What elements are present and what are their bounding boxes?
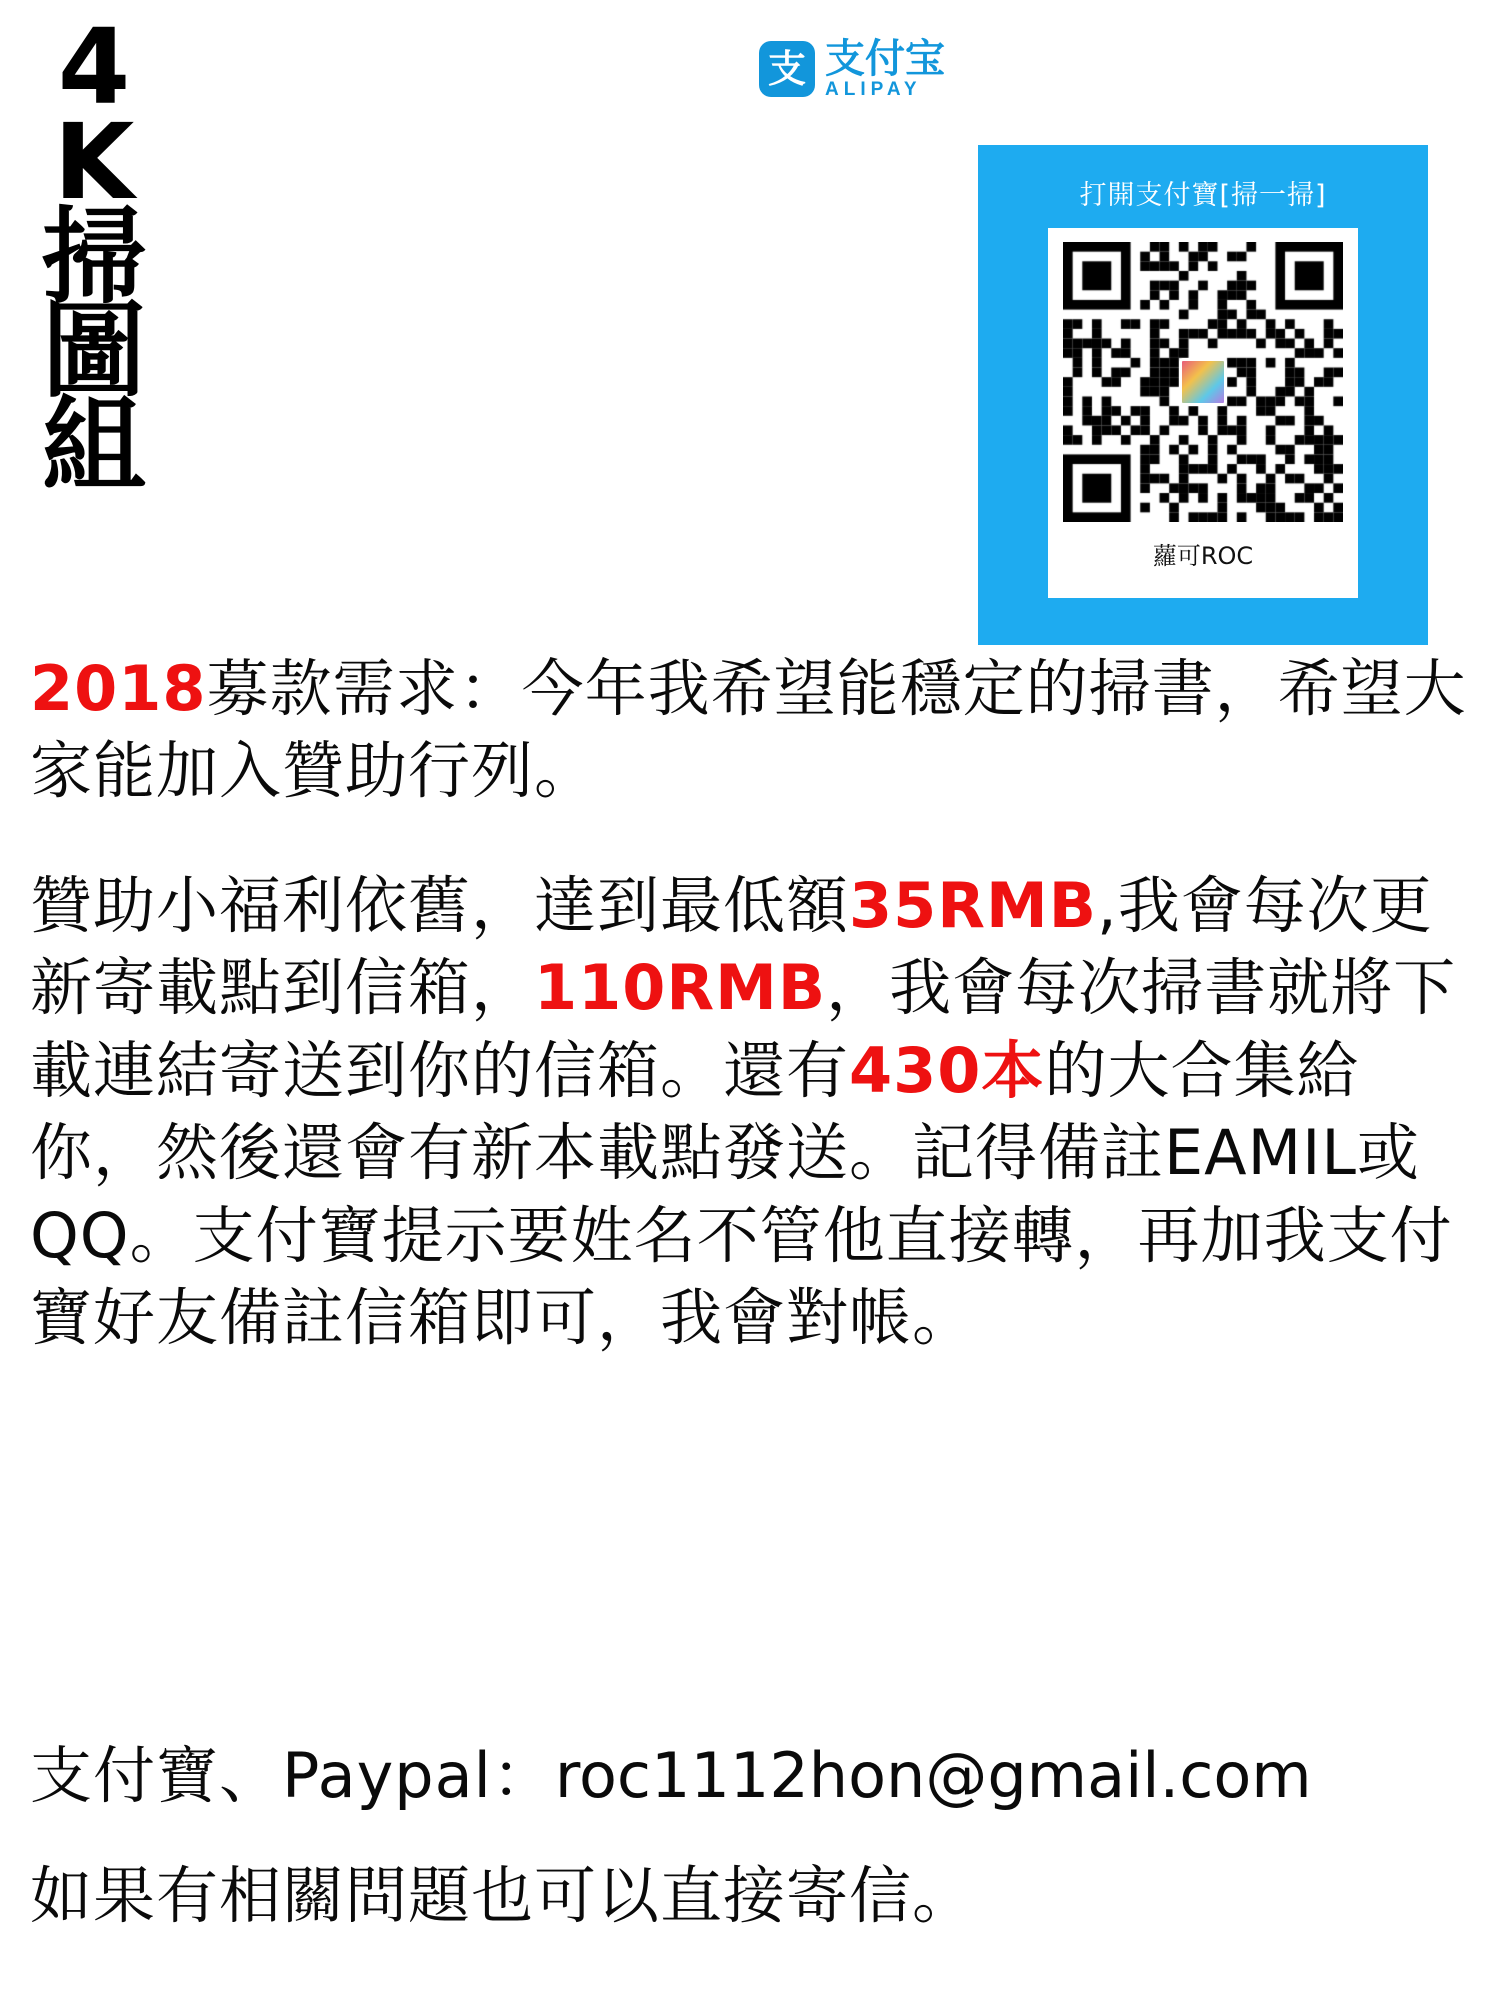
year-highlight: 2018 bbox=[30, 652, 207, 725]
alipay-logo bbox=[759, 38, 945, 101]
title-char-4: 組 bbox=[41, 385, 146, 508]
qr-center-avatar bbox=[1179, 358, 1227, 406]
poster-title-vertical bbox=[24, 6, 164, 508]
collection-count-highlight: 430本 bbox=[849, 1033, 1045, 1107]
reward-text-1: 贊助小福利依舊，達到最低額 bbox=[30, 868, 850, 942]
alipay-mark-icon: 支 bbox=[759, 41, 815, 97]
qr-card-caption: 蘿可ROC bbox=[1152, 542, 1254, 570]
paragraph-contact bbox=[30, 1735, 1470, 1817]
alipay-qr-card bbox=[978, 145, 1428, 645]
alipay-name-cn: 支付宝 bbox=[825, 36, 945, 82]
contact-email[interactable]: roc1112hon@gmail.com bbox=[554, 1739, 1312, 1812]
reward-text-2: ,我會每次更新寄載點到信箱， bbox=[30, 868, 1433, 1025]
qr-card-body bbox=[1048, 228, 1358, 598]
title-char-2: 掃 bbox=[41, 195, 146, 318]
poster-contact-block bbox=[30, 1735, 1470, 1976]
paragraph-closing: 如果有相關問題也可以直接寄信。 bbox=[30, 1859, 976, 1933]
alipay-wordmark bbox=[825, 38, 945, 101]
reward-text-3: ，我會每次掃書就將下載連結寄送到你的信箱。還有 bbox=[30, 951, 1457, 1107]
title-char-1: K bbox=[53, 100, 135, 223]
amount-full-highlight: 110RMB bbox=[534, 951, 827, 1025]
amount-min-highlight: 35RMB bbox=[849, 868, 1097, 942]
title-char-3: 圖 bbox=[41, 290, 146, 413]
poster-body-text bbox=[30, 648, 1470, 1398]
qr-code-icon[interactable] bbox=[1063, 242, 1343, 522]
alipay-name-en: ALIPAY bbox=[825, 79, 922, 100]
title-char-0: 4 bbox=[57, 6, 131, 128]
paragraph-funding-goal-text: 募款需求：今年我希望能穩定的掃書，希望大家能加入贊助行列。 bbox=[30, 652, 1467, 808]
qr-card-header: 打開支付寶[掃一掃] bbox=[1079, 180, 1327, 211]
contact-label: 支付寶、Paypal： bbox=[30, 1739, 555, 1812]
paragraph-funding-goal bbox=[30, 648, 1470, 813]
reward-text-4: 的大合集給你，然後還會有新本載點發送。記得備註EAMIL或QQ。支付寶提示要姓名不管他直接轉，再加我支付寶好友備註信箱即可，我會對帳。 bbox=[30, 1033, 1453, 1355]
paragraph-reward-tiers bbox=[30, 865, 1470, 1360]
